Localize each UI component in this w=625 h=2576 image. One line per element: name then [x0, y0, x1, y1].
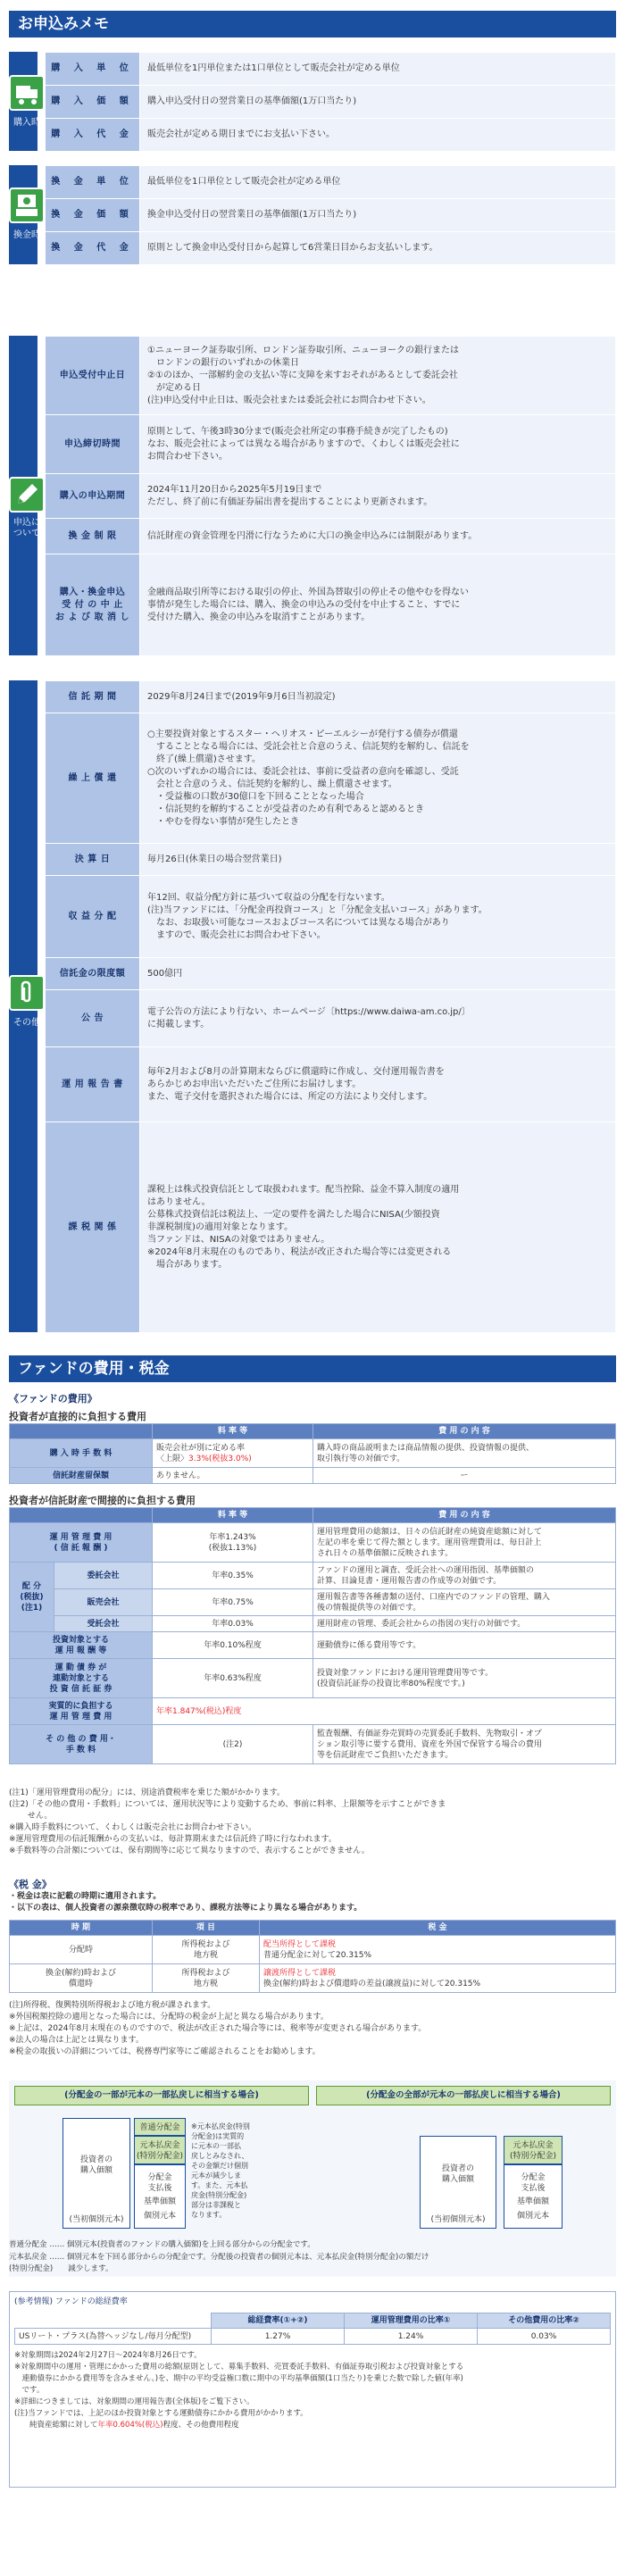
purchase-fee-label: 購 入 時 手 数 料 — [10, 1439, 153, 1468]
purchase-icon — [9, 75, 45, 111]
other-distribution-label: 収 益 分 配 — [46, 876, 140, 958]
linked-fund-desc: 投資対象ファンドにおける運用管理費用等です。 (投資信託証券の投資比率80%程度です。) — [313, 1659, 616, 1698]
tax-col-when: 時 期 — [10, 1921, 153, 1936]
tax-redeem-when: 換金(解約)時および 償還時 — [10, 1964, 153, 1993]
left-explain: ※元本払戻金(特別 分配金)は実質的 に元本の一部払 戻しとみなされ、 その金額だけ個別 元本が減少しま す。また、元本払 戻金(特別分配金) 部分は非課税と なります。 — [191, 2122, 250, 2219]
redeem-icon — [9, 188, 45, 223]
alloc-trustor-label: 委託会社 — [54, 1563, 153, 1589]
diagram-note-normal: 普通分配金 …… 個別元本(投資者のファンドの購入価額)を上回る部分からの分配金です。 — [9, 2240, 315, 2249]
apply-period-label: 購入の申込期間 — [46, 474, 140, 519]
left-base-price: 基準価額 — [143, 2197, 176, 2206]
apply-period-value: 2024年11月20日から2025年5月19日まで ただし、終了前に有価証券届出書を提出することにより更新されます。 — [140, 474, 616, 519]
left-after: 分配金 支払後 — [134, 2164, 186, 2229]
tax-redeem-value: 譲渡所得として課税 換金(解約)時および償還時の差益(譲渡益)に対して20.315% — [260, 1964, 616, 1993]
direct-fee-heading: 投資者が直接的に負担する費用 — [9, 1411, 146, 1422]
invest-fee-rate: 年率0.10%程度 — [153, 1632, 313, 1659]
ref-header-other: その他費用の比率② — [478, 2313, 611, 2329]
ref-total-value: 1.27% — [212, 2329, 345, 2345]
apply-cancel-value: 金融商品取引所等における取引の停止、外国為替取引の停止その他やむを得ない 事情が発生した場合には、購入、換金の申込みの受付を中止すること、すでに 受付けた購入、換金の申込みを取消すことがあります。 — [140, 554, 616, 656]
left-buy-sub: (当初個別元本) — [69, 2215, 124, 2224]
section-title-application-memo: お申込みメモ — [9, 11, 616, 38]
ref-notes: ※対象期間は2024年2月27日〜2024年8月26日です。 ※対象期間中の運用・管理にかかった費用の総額(原則として、募集手数料、売買委託手数料、有価証券取引税および投資対象とする 連動債券にかかる費用等を含みません。)を、期中の平均受益権口数に期中の平均基準価額(1口当たり)を乗じた数で除した値(年率) です。 ※詳細につきましては、対象期間の運用報告書(全体版)をご覧下さい。 (注)当ファンドでは、上記のほか投資対象とする運動債券にかかる費用がかかります。 純資産総額に対して年率0.604%(税込)程度、その他費用程度 — [14, 2351, 464, 2430]
other-limit-label: 信託金の限度額 — [46, 958, 140, 990]
alloc-trustor-desc: ファンドの運用と調査、受託会社への運用指図、基準価額の 計算、目論見書・運用報告書の作成等の対価です。 — [313, 1563, 616, 1589]
reserve-desc: ー — [313, 1468, 616, 1484]
diagram-right-title: (分配金の全部が元本の一部払戻しに相当する場合) — [316, 2086, 611, 2105]
diagram-left-title: (分配金の一部が元本の一部払戻しに相当する場合) — [14, 2086, 309, 2105]
apply-limit-value: 信託財産の資金管理を円滑に行なうために大口の換金申込みには制限があります。 — [140, 519, 616, 554]
other-limit-value: 500億円 — [140, 958, 616, 990]
purchase-table — [45, 52, 616, 152]
left-refund: 元本払戻金 (特別分配金) — [134, 2136, 186, 2164]
right-refund: 元本払戻金 (特別分配金) — [504, 2136, 562, 2164]
tax-dist-item: 所得税および 地方税 — [153, 1936, 260, 1964]
tax-col-item: 項 目 — [153, 1921, 260, 1936]
other-fee-rate: (注2) — [153, 1725, 313, 1764]
apply-deadline-value: 原則として、午後3時30分まで(販売会社所定の事務手続きが完了したもの) なお、販売会社によっては異なる場合がありますので、くわしくは販売会社に お問合わせ下さい。 — [140, 415, 616, 474]
apply-side-label: 申込に ついて — [13, 518, 40, 538]
tax-intro: ・税金は表に記載の時期に適用されます。 ・以下の表は、個人投資者の源泉徴収時の税率であり、課税方法等により異なる場合があります。 — [9, 1892, 362, 1913]
alloc-distributor-desc: 運用報告書等各種書類の送付、口座内でのファンドの管理、購入 後の情報提供等の対価です。 — [313, 1589, 616, 1616]
other-notice-label: 公 告 — [46, 990, 140, 1047]
fee-heading: 《ファンドの費用》 — [9, 1393, 97, 1405]
purchase-side-label: 購入時 — [13, 118, 40, 128]
header-desc: 費 用 の 内 容 — [313, 1424, 616, 1439]
other-tax-label: 課 税 関 係 — [46, 1122, 140, 1333]
header-rate: 料 率 等 — [153, 1424, 313, 1439]
other-notice-value: 電子公告の方法により行ない、ホームページ〔https://www.daiwa-am.co.jp/〕 に掲載します。 — [140, 990, 616, 1047]
other-fee-label: そ の 他 の 費 用・ 手 数 料 — [10, 1725, 153, 1764]
tax-redeem-item: 所得税および 地方税 — [153, 1964, 260, 1993]
mgmt-fee-desc: 運用管理費用の総額は、日々の信託財産の純資産総額に対して 左記の率を乗じて得た額とします。運用管理費用は、毎日計上 され日々の基準価額に反映されます。 — [313, 1523, 616, 1563]
pen-icon — [9, 477, 45, 513]
tax-table — [9, 1920, 616, 1993]
alloc-distributor-rate: 年率0.75% — [153, 1589, 313, 1616]
tax-heading: 《税 金》 — [9, 1879, 52, 1890]
alloc-distributor-label: 販売会社 — [54, 1589, 153, 1616]
tax-dist-when: 分配時 — [10, 1936, 153, 1964]
redeem-payment-label: 換 金 代 金 — [46, 232, 140, 265]
mgmt-fee-rate: 年率1.243% (税抜1.13%) — [153, 1523, 313, 1563]
other-period-value: 2029年8月24日まで(2019年9月6日当初設定) — [140, 681, 616, 713]
ref-header-blank — [15, 2313, 212, 2329]
redeem-payment-value: 原則として換金申込受付日から起算して6営業日目からお支払いします。 — [140, 232, 616, 265]
redeem-price-value: 換金申込受付日の翌営業日の基準価額(1万口当たり) — [140, 199, 616, 232]
other-redemption-label: 繰 上 償 還 — [46, 713, 140, 844]
other-report-label: 運 用 報 告 書 — [46, 1047, 140, 1122]
purchase-fee-desc: 購入時の商品説明または商品情報の提供、投資情報の提供、 取引執行等の対価です。 — [313, 1439, 616, 1468]
redeem-unit-value: 最低単位を1口単位として販売会社が定める単位 — [140, 166, 616, 199]
left-normal-dist: 普通分配金 — [134, 2118, 186, 2136]
reserve-rate: ありません。 — [153, 1468, 313, 1484]
redeem-price-label: 換 金 価 額 — [46, 199, 140, 232]
purchase-price-value: 購入申込受付日の翌営業日の基準価額(1万口当たり) — [140, 86, 616, 119]
apply-cancel-label: 購入・換金申込 受 付 の 中 止 お よ び 取 消 し — [46, 554, 140, 656]
ref-table — [14, 2313, 611, 2345]
tax-col-tax: 税 金 — [260, 1921, 616, 1936]
indirect-fee-table — [9, 1507, 616, 1764]
other-settlement-label: 決 算 日 — [46, 844, 140, 876]
purchase-payment-value: 販売会社が定める期日までにお支払い下さい。 — [140, 119, 616, 152]
tax-dist-value: 配当所得として課税 普通分配金に対して20.315% — [260, 1936, 616, 1964]
apply-stop-days-label: 申込受付中止日 — [46, 337, 140, 415]
other-distribution-value: 年12回、収益分配方針に基づいて収益の分配を行ないます。 (注)当ファンドには、「分配金再投資コース」と「分配金支払いコース」があります。 なお、お取扱い可能なコースおよびコース名については異なる場合があり ますので、販売会社にお問合わせ下さい。 — [140, 876, 616, 958]
purchase-fee-rate: 販売会社が別に定める率 〈上限〉3.3%(税抜3.0%) — [153, 1439, 313, 1468]
left-buy-price: 投資者の 購入価額 — [62, 2118, 130, 2229]
other-table — [45, 680, 616, 1333]
alloc-label: 配 分 (税抜) (注1) — [10, 1563, 54, 1632]
direct-fee-table — [9, 1423, 616, 1484]
mgmt-fee-label: 運 用 管 理 費 用 ( 信 託 報 酬 ) — [10, 1523, 153, 1563]
other-settlement-value: 毎月26日(休業日の場合翌営業日) — [140, 844, 616, 876]
ref-title: (参考情報) ファンドの総経費率 — [14, 2297, 128, 2306]
apply-limit-label: 換 金 制 限 — [46, 519, 140, 554]
apply-stop-days-value: ①ニューヨーク証券取引所、ロンドン証券取引所、ニューヨークの銀行または ロンドンの銀行のいずれかの休業日 ②①のほか、一部解約金の支払い等に支障を来すおそれがあるとして委託会社 が定める日 (注)申込受付中止日は、販売会社または委託会社にお問合わせ下さい。 — [140, 337, 616, 415]
alloc-trustee-rate: 年率0.03% — [153, 1616, 313, 1632]
ind-header-desc: 費 用 の 内 容 — [313, 1508, 616, 1523]
redeem-table — [45, 165, 616, 265]
real-fee-rate: 年率1.847%(税込)程度 — [153, 1698, 616, 1725]
tax-notes: (注)所得税、復興特別所得税および地方税が課されます。 ※外国税額控除の適用となった場合には、分配時の税金が上記と異なる場合があります。 ※上記は、2024年8月末現在のものですので、税法が改正された場合等には、税率等が変更される場合があります。 ※法人の場合は上記とは異なります。 ※税金の取扱いの詳細については、税務専門家等にご確認されることをお勧めします。 — [9, 2001, 427, 2056]
purchase-price-label: 購 入 価 額 — [46, 86, 140, 119]
ref-fund-name: USリート・プラス(為替ヘッジなし/毎月分配型) — [15, 2329, 212, 2345]
purchase-payment-label: 購 入 代 金 — [46, 119, 140, 152]
ind-header-rate: 料 率 等 — [153, 1508, 313, 1523]
fee-notes: (注1)「運用管理費用の配分」には、別途消費税率を乗じた額がかかります。 (注2)「その他の費用・手数料」については、運用状況等により変動するため、事前に料率、上限額等を示すことができま せん。 ※購入時手数料について、くわしくは販売会社にお問合わせ下さい。 ※運用管理費用の信託報酬からの支払いは、毎計算期末または信託終了時に行なわれます。 ※手数料等の合計額については、保有期間等に応じて異なりますので、表示することができません。 — [9, 1788, 446, 1855]
reserve-label: 信託財産留保額 — [10, 1468, 153, 1484]
apply-table — [45, 336, 616, 656]
ref-other-value: 0.03% — [478, 2329, 611, 2345]
header-blank — [10, 1424, 153, 1439]
ref-header-total: 総経費率(①+②) — [212, 2313, 345, 2329]
other-period-label: 信 託 期 間 — [46, 681, 140, 713]
real-fee-label: 実質的に負担する 運 用 管 理 費 用 — [10, 1698, 153, 1725]
other-redemption-value: ○主要投資対象とするスター・ヘリオス・ピーエルシーが発行する債券が償還 することとなる場合には、受託会社と合意のうえ、信託契約を解約し、信託を 終了(繰上償還)させます。 ○次のいずれかの場合には、委託会社は、事前に受益者の意向を確認し、受託 会社と合意のうえ、信託契約を解約し、繰上償還させます。 ・受益権の口数が30億口を下回ることとなった場合 ・信託契約を解約することが受益者のため有利であると認めるとき ・やむを得ない事情が発生したとき — [140, 713, 616, 844]
invest-fee-desc: 運動債券に係る費用等です。 — [313, 1632, 616, 1659]
left-individual: 個別元本 — [143, 2212, 176, 2221]
right-base-price: 基準価額 — [516, 2197, 549, 2206]
ind-header-blank — [10, 1508, 153, 1523]
right-individual: 個別元本 — [516, 2212, 549, 2221]
right-buy-sub: (当初個別元本) — [430, 2215, 486, 2224]
purchase-unit-value: 最低単位を1円単位または1口単位として販売会社が定める単位 — [140, 53, 616, 86]
other-tax-value: 課税上は株式投資信託として取扱われます。配当控除、益金不算入制度の適用 はありません。 公募株式投資信託は税法上、一定の要件を満たした場合にNISA(少額投資 非課税制度)の適用対象となります。 当ファンドは、NISAの対象ではありません。 ※2024年8月末現在のものであり、税法が改正された場合等には変更される 場合があります。 — [140, 1122, 616, 1333]
linked-fund-label: 運 動 債 券 が 連動対象とする 投 資 信 託 証 券 — [10, 1659, 153, 1698]
linked-fund-rate: 年率0.63%程度 — [153, 1659, 313, 1698]
redeem-unit-label: 換 金 単 位 — [46, 166, 140, 199]
indirect-fee-heading: 投資者が信託財産で間接的に負担する費用 — [9, 1495, 196, 1506]
diagram-note-refund: 元本払戻金 …… 個別元本を下回る部分からの分配金です。分配後の投資者の個別元本は、元本払戻金(特別分配金)の額だけ (特別分配金) 減少します。 — [9, 2253, 429, 2273]
clip-icon — [9, 975, 45, 1011]
invest-fee-label: 投資対象とする 運 用 報 酬 等 — [10, 1632, 153, 1659]
purchase-unit-label: 購 入 単 位 — [46, 53, 140, 86]
alloc-trustee-desc: 運用財産の管理、委託会社からの指図の実行の対価です。 — [313, 1616, 616, 1632]
apply-deadline-label: 申込締切時間 — [46, 415, 140, 474]
redeem-side-label: 換金時 — [13, 230, 40, 240]
other-side-label: その他 — [13, 1018, 40, 1028]
alloc-trustor-rate: 年率0.35% — [153, 1563, 313, 1589]
ref-mgmt-value: 1.24% — [345, 2329, 478, 2345]
other-fee-desc: 監査報酬、有価証券売買時の売買委託手数料、先物取引・オプ ション取引等に要する費用、資産を外国で保管する場合の費用 等を信託財産でご負担いただきます。 — [313, 1725, 616, 1764]
other-report-value: 毎年2月および8月の計算期末ならびに償還時に作成し、交付運用報告書を あらかじめお申出いただいたご住所にお届けします。 また、電子交付を選択された場合には、所定の方法により交付します。 — [140, 1047, 616, 1122]
section-title-fees-taxes: ファンドの費用・税金 — [9, 1355, 616, 1382]
right-buy-price: 投資者の 購入価額 — [420, 2136, 496, 2229]
ref-notes-red: 年率0.604%(税込) — [97, 2421, 163, 2430]
alloc-trustee-label: 受託会社 — [54, 1616, 153, 1632]
right-after: 分配金 支払後 — [504, 2164, 562, 2229]
ref-header-mgmt: 運用管理費用の比率① — [345, 2313, 478, 2329]
